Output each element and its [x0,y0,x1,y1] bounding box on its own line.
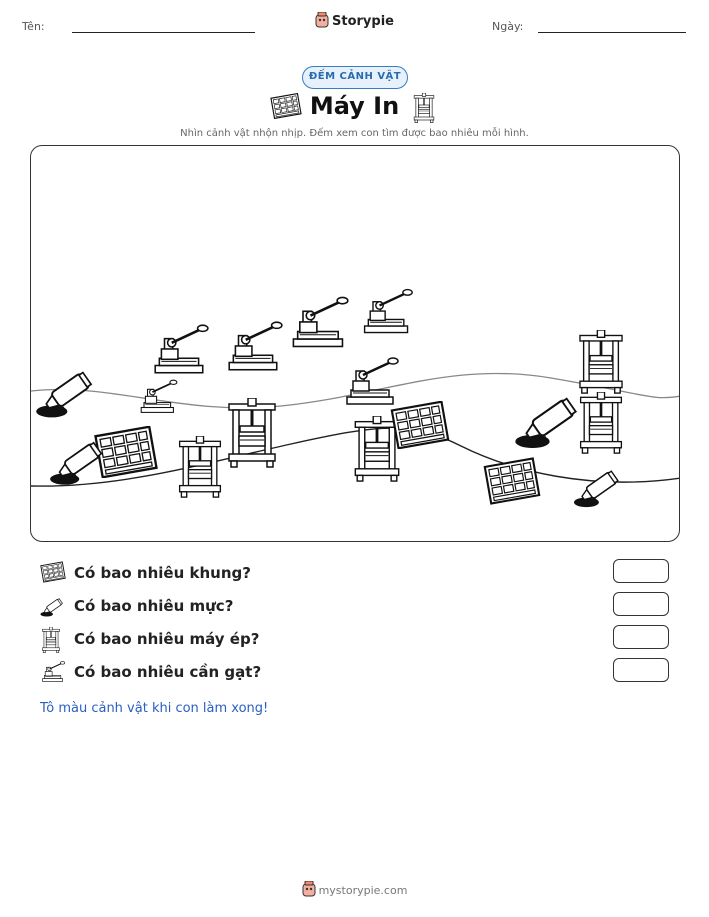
page-title: Máy In [309,92,400,120]
date-label: Ngày: [492,20,524,33]
date-line[interactable] [538,32,686,33]
category-badge: ĐẾM CẢNH VẬT [302,66,408,89]
name-label: Tên: [22,20,45,33]
ink-tube-2 [50,442,102,485]
press-icon [40,627,66,653]
question-row-frames [40,559,670,587]
lever-press-5 [347,358,398,404]
frame-icon [40,561,66,587]
ink-tube-icon [40,594,66,620]
frame-1 [96,427,157,477]
question-text: Có bao nhiêu khung? [74,564,251,582]
answer-box-presses[interactable] [613,625,669,649]
lever-press-2 [229,322,282,370]
press-icon [412,93,436,127]
lever-press-1 [155,325,208,373]
coloring-note: Tô màu cảnh vật khi con làm xong! [40,701,269,716]
question-text: Có bao nhiêu máy ép? [74,630,260,648]
press-1 [229,398,275,467]
frame-2 [392,402,448,449]
instructions: Nhìn cảnh vật nhộn nhịp. Đếm xem con tìm được bao nhiêu mỗi hình. [180,128,529,139]
question-text: Có bao nhiêu mực? [74,597,234,615]
brand-name: Storypie [332,14,394,29]
lever-press-3 [293,297,347,346]
lever-press-icon [40,660,66,686]
counting-scene [30,145,680,542]
lever-press-4 [365,290,413,333]
question-row-levers [40,658,670,686]
press-5 [581,392,622,453]
brand-logo [0,12,709,32]
ink-tube-1 [36,372,92,418]
question-text: Có bao nhiêu cần gạt? [74,663,262,681]
press-4 [580,330,622,393]
press-3 [355,416,398,481]
answer-box-frames[interactable] [613,559,669,583]
lever-press-6 [141,380,177,412]
answer-box-ink[interactable] [613,592,669,616]
question-row-ink [40,592,670,620]
footer-url[interactable]: mystorypie.com [318,884,408,897]
ink-tube-4 [574,470,618,507]
press-2 [180,436,221,497]
storypie-icon [315,12,329,32]
question-row-presses [40,625,670,653]
storypie-icon [302,881,316,900]
ink-tube-3 [515,398,576,448]
answer-box-levers[interactable] [613,658,669,682]
frame-3 [485,458,539,503]
name-line[interactable] [72,32,255,33]
footer [0,881,709,900]
